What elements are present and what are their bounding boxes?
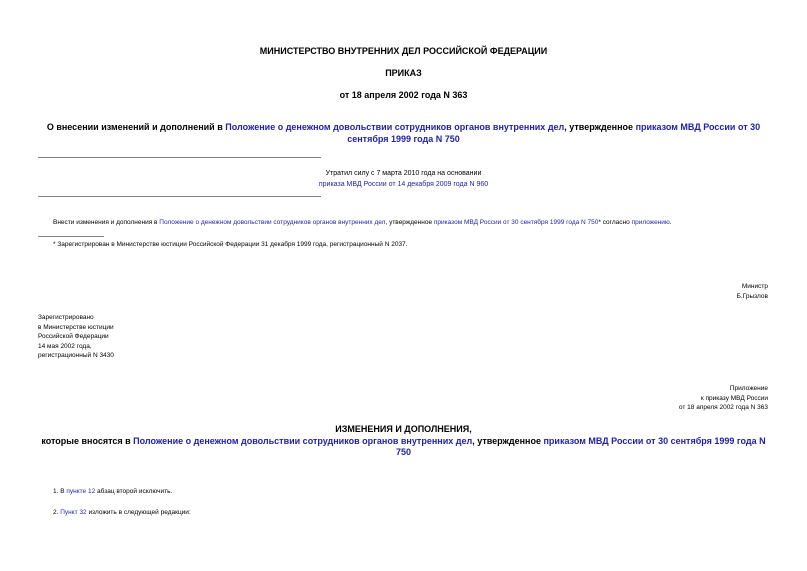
divider-top	[38, 157, 321, 158]
appendix-reference	[560, 384, 768, 413]
appendix-sub-middle: , утвержденное	[472, 436, 544, 446]
footnote: * Зарегистрирован в Министерстве юстиции Российской Федерации 31 декабря 1999 года, регистрационный N 2037.	[53, 241, 408, 248]
item-2-text: изложить в следующей редакции:	[86, 509, 191, 516]
footnote-divider	[38, 236, 104, 237]
body-link-order-750[interactable]: приказом МВД России от 30 сентября 1999 года N 750	[433, 219, 599, 226]
body-link-appendix[interactable]: приложению	[631, 219, 670, 226]
item-2-link[interactable]: Пункт 32	[60, 509, 87, 516]
signature-role: Министр	[741, 283, 768, 290]
doc-date-number: от 18 апреля 2002 года N 363	[339, 90, 468, 100]
title-middle: , утвержденное	[564, 122, 636, 132]
appendix-sub-prefix: которые вносятся в	[41, 436, 134, 446]
appendix-link-order-750[interactable]: приказом МВД России от 30 сентября 1999 года N 750	[395, 436, 766, 457]
appendix-line-2: к приказу МВД России	[700, 394, 768, 402]
registration-line-1: Зарегистрировано	[38, 314, 94, 321]
body-link-regulation[interactable]: Положение о денежном довольствии сотрудников органов внутренних дел	[159, 219, 386, 226]
body-after: * согласно	[598, 219, 632, 226]
title-link-order-750[interactable]: приказом МВД России от 30 сентября 1999 года N 750	[347, 122, 761, 144]
registration-line-3: Российской Федерации	[38, 333, 109, 340]
body-middle: , утвержденное	[385, 219, 434, 226]
registration-line-2: в Министерстве юстиции	[38, 323, 114, 331]
registration-line-5: регистрационный N 3430	[38, 352, 114, 359]
doc-type-heading: ПРИКАЗ	[385, 68, 422, 78]
ministry-heading: МИНИСТЕРСТВО ВНУТРЕННИХ ДЕЛ РОССИЙСКОЙ ФЕДЕРАЦИИ	[259, 46, 548, 56]
appendix-line-3: от 18 апреля 2002 года N 363	[678, 404, 768, 411]
status-line: Утратил силу с 7 марта 2010 года на основании	[325, 170, 482, 177]
appendix-heading: ИЗМЕНЕНИЯ И ДОПОЛНЕНИЯ,	[335, 424, 472, 434]
title-link-regulation[interactable]: Положение о денежном довольствии сотрудников органов внутренних дел	[225, 122, 565, 132]
item-1-link[interactable]: пункте 12	[66, 488, 96, 495]
divider-bottom	[38, 196, 321, 197]
status-link-order-960[interactable]: приказа МВД России от 14 декабря 2009 года N 960	[318, 181, 489, 188]
list-item	[53, 487, 773, 497]
document-title	[40, 121, 767, 145]
registration-block	[38, 313, 238, 361]
signature-name: Б.Грызлов	[736, 293, 768, 300]
body-paragraph	[53, 218, 773, 228]
registration-line-4: 14 мая 2002 года,	[38, 342, 92, 350]
item-1-prefix: 1. В	[53, 488, 67, 495]
body-prefix: Внести изменения и дополнения в	[53, 219, 160, 226]
title-prefix: О внесении изменений и дополнений в	[46, 122, 226, 132]
item-2-prefix: 2.	[53, 509, 61, 516]
appendix-line-1: Приложение	[729, 385, 768, 392]
list-item	[53, 508, 773, 518]
appendix-link-regulation[interactable]: Положение о денежном довольствии сотрудников органов внутренних дел	[133, 436, 473, 446]
body-end: .	[669, 219, 672, 226]
appendix-subheading	[40, 436, 767, 458]
item-1-text: абзац второй исключить.	[95, 488, 173, 495]
